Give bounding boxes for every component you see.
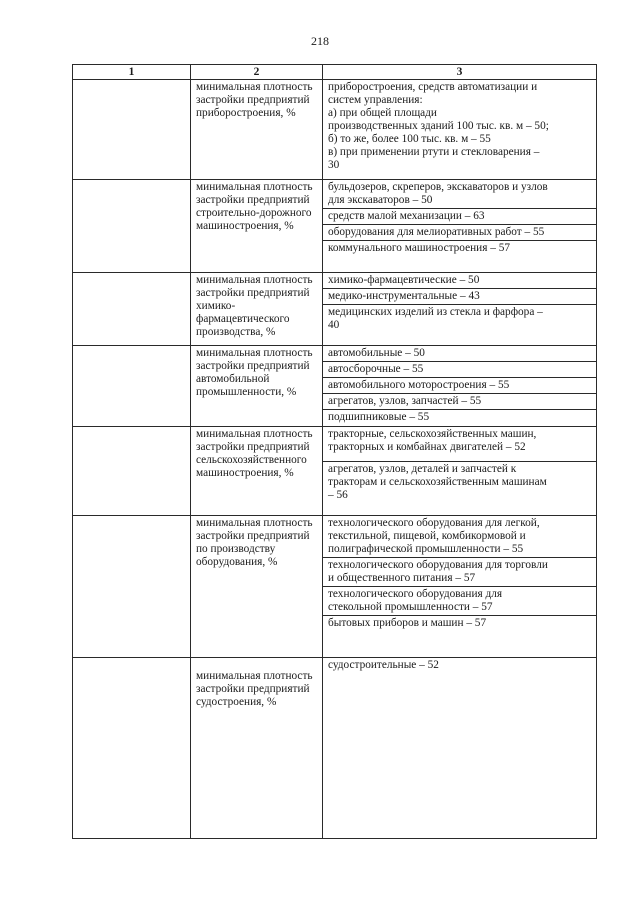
density-item	[323, 516, 596, 557]
column-header-1: 1	[73, 65, 191, 80]
category-label: минимальная плотность застройки предприятий по производству оборудования, %	[196, 517, 313, 569]
cell-col-2	[191, 516, 323, 658]
density-item	[323, 80, 596, 173]
cell-col-2	[191, 272, 323, 345]
cell-col-3	[323, 272, 597, 345]
density-item-line: медико-инструментальные – 43	[328, 289, 480, 302]
density-item	[323, 208, 596, 224]
density-item-line: бульдозеров, скреперов, экскаваторов и узлов	[328, 180, 548, 193]
density-item-line: систем управления:	[328, 94, 423, 107]
density-item-line: б) то же, более 100 тыс. кв. м – 55	[328, 133, 491, 146]
density-item-line: коммунального машиностроения – 57	[328, 241, 510, 254]
density-item-line: стекольной промышленности – 57	[328, 601, 493, 614]
density-item-line: технологического оборудования для	[328, 588, 503, 601]
category-label: минимальная плотность застройки предприятий приборостроения, %	[196, 81, 313, 120]
cell-col-1	[73, 427, 191, 516]
density-item-line: автомобильного моторостроения – 55	[328, 378, 510, 391]
table-row	[73, 658, 597, 839]
density-item	[323, 658, 596, 673]
category-label: минимальная плотность застройки предприятий строительно-дорожного машиностроения, %	[196, 180, 313, 232]
density-item-line: медицинских изделий из стекла и фарфора –	[328, 305, 543, 318]
cell-col-3	[323, 427, 597, 516]
density-item-line: 30	[328, 159, 340, 172]
density-item-line: текстильной, пищевой, комбикормовой и	[328, 530, 526, 543]
category-label: минимальная плотность застройки предприятий химико-фармацевтического производства, %	[196, 273, 313, 338]
table-row	[73, 179, 597, 272]
density-item-line: подшипниковые – 55	[328, 410, 430, 423]
category-label: минимальная плотность застройки предприятий автомобильной промышленности, %	[196, 346, 313, 398]
category-label: минимальная плотность застройки предприятий судостроения, %	[196, 670, 313, 709]
column-header-3: 3	[323, 65, 597, 80]
density-item-line: автосборочные – 55	[328, 362, 424, 375]
table-body	[73, 80, 597, 839]
density-item	[323, 346, 596, 361]
cell-col-2	[191, 179, 323, 272]
density-item-line: – 56	[328, 489, 348, 502]
density-item	[323, 461, 596, 503]
density-item-line: в) при применении ртути и стекловарения –	[328, 146, 540, 159]
density-item	[323, 288, 596, 304]
column-header-2: 2	[191, 65, 323, 80]
cell-col-3	[323, 345, 597, 426]
cell-col-1	[73, 80, 191, 179]
density-item-line: судостроительные – 52	[328, 659, 439, 672]
density-item	[323, 409, 596, 425]
density-item-line: средств малой механизации – 63	[328, 209, 485, 222]
cell-col-1	[73, 658, 191, 839]
density-item	[323, 377, 596, 393]
cell-col-2	[191, 658, 323, 839]
cell-col-3	[323, 80, 597, 179]
density-item-line: бытовых приборов и машин – 57	[328, 617, 487, 630]
cell-col-3	[323, 516, 597, 658]
cell-col-2	[191, 427, 323, 516]
cell-col-1	[73, 516, 191, 658]
density-item-line: и общественного питания – 57	[328, 572, 476, 585]
density-item-line: а) при общей площади	[328, 107, 437, 120]
table-row	[73, 516, 597, 658]
table-row	[73, 345, 597, 426]
cell-col-3	[323, 179, 597, 272]
density-item-line: тракторные, сельскохозяйственных машин,	[328, 428, 537, 441]
density-item	[323, 427, 596, 455]
density-item	[323, 273, 596, 288]
cell-col-2	[191, 345, 323, 426]
density-item-line: автомобильные – 50	[328, 346, 425, 359]
density-item	[323, 224, 596, 240]
cell-col-3	[323, 658, 597, 839]
density-item-line: производственных зданий 100 тыс. кв. м – 50;	[328, 120, 549, 133]
density-item-line: полиграфической промышленности – 55	[328, 543, 524, 556]
requirements-table	[72, 64, 597, 839]
density-item-line: агрегатов, узлов, деталей и запчастей к	[328, 463, 517, 476]
density-item	[323, 361, 596, 377]
cell-col-1	[73, 345, 191, 426]
table-row	[73, 272, 597, 345]
density-item-line: химико-фармацевтические – 50	[328, 273, 480, 286]
density-item	[323, 393, 596, 409]
density-item-line: 40	[328, 318, 340, 331]
table-header-row	[73, 65, 597, 80]
cell-col-1	[73, 179, 191, 272]
density-item-line: оборудования для мелиоративных работ – 55	[328, 225, 545, 238]
density-item-line: приборостроения, средств автоматизации и	[328, 81, 538, 94]
density-item-line: для экскаваторов – 50	[328, 193, 433, 206]
category-label: минимальная плотность застройки предприятий сельскохозяйственного машиностроения, %	[196, 428, 313, 480]
table-row	[73, 427, 597, 516]
density-item	[323, 240, 596, 256]
page-number: 218	[311, 34, 329, 48]
density-item	[323, 180, 596, 208]
density-item-line: технологического оборудования для торговли	[328, 559, 548, 572]
density-item-line: тракторам и сельскохозяйственным машинам	[328, 476, 547, 489]
density-item	[323, 586, 596, 615]
table-row	[73, 80, 597, 179]
cell-col-2	[191, 80, 323, 179]
cell-col-1	[73, 272, 191, 345]
density-item-line: тракторных и комбайнах двигателей – 52	[328, 441, 526, 454]
density-item-line: агрегатов, узлов, запчастей – 55	[328, 394, 482, 407]
density-item	[323, 304, 596, 333]
density-item	[323, 615, 596, 631]
density-item	[323, 557, 596, 586]
density-item-line: технологического оборудования для легкой,	[328, 517, 540, 530]
